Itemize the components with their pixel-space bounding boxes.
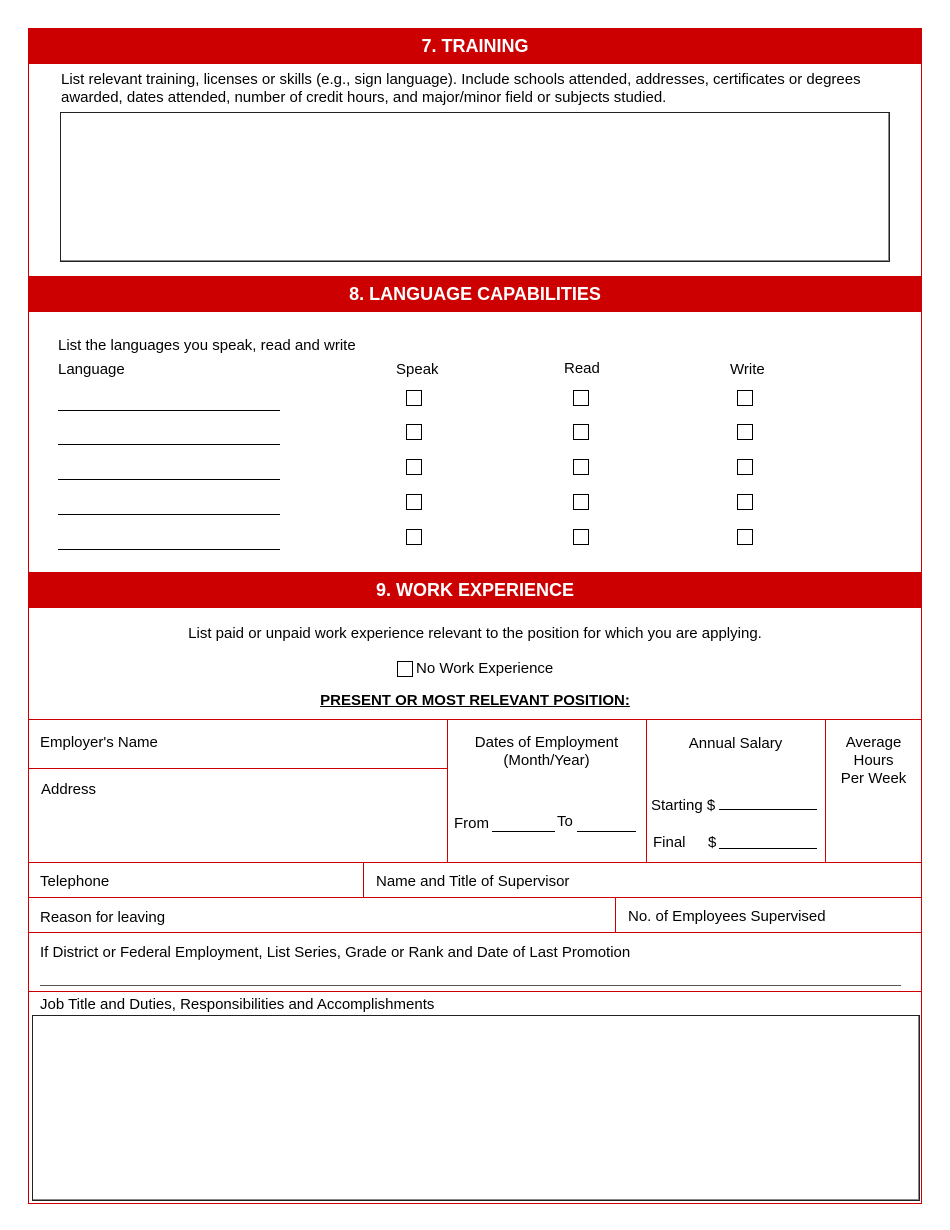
work-instructions: List paid or unpaid work experience relevant to the position for which you are applying. — [188, 625, 762, 642]
starting-salary-input[interactable] — [719, 809, 817, 810]
write-column-header: Write — [730, 361, 765, 378]
job-duties-textarea[interactable] — [32, 1015, 920, 1201]
speak-checkbox-3[interactable] — [406, 459, 422, 475]
job-title-label: Job Title and Duties, Responsibilities and Accomplishments — [40, 996, 435, 1013]
write-checkbox-5[interactable] — [737, 529, 753, 545]
grid-line — [28, 991, 922, 992]
starting-salary-label: Starting $ — [651, 797, 716, 814]
write-checkbox-2[interactable] — [737, 424, 753, 440]
avg-hours-label: Hours — [853, 752, 894, 769]
address-label: Address — [41, 781, 97, 798]
read-checkbox-2[interactable] — [573, 424, 589, 440]
final-salary-label: Final — [653, 834, 686, 851]
no-experience-label: No Work Experience — [416, 660, 554, 677]
grid-line — [28, 719, 922, 720]
grid-line — [363, 862, 364, 897]
to-label: To — [557, 813, 573, 830]
employees-supervised-label: No. of Employees Supervised — [628, 908, 826, 925]
speak-checkbox-4[interactable] — [406, 494, 422, 510]
read-column-header: Read — [564, 360, 600, 377]
from-input[interactable] — [492, 831, 555, 832]
read-checkbox-4[interactable] — [573, 494, 589, 510]
write-checkbox-4[interactable] — [737, 494, 753, 510]
speak-checkbox-5[interactable] — [406, 529, 422, 545]
position-heading: PRESENT OR MOST RELEVANT POSITION: — [320, 692, 630, 709]
no-experience-checkbox[interactable] — [397, 661, 413, 677]
federal-employment-input[interactable] — [40, 985, 901, 986]
language-input-1[interactable] — [58, 410, 280, 411]
annual-salary-label: Annual Salary — [688, 735, 783, 752]
training-heading: 7. TRAINING — [28, 28, 922, 64]
language-input-4[interactable] — [58, 514, 280, 515]
language-section — [28, 276, 922, 576]
write-checkbox-3[interactable] — [737, 459, 753, 475]
final-dollar-sign: $ — [708, 834, 717, 851]
speak-checkbox-2[interactable] — [406, 424, 422, 440]
speak-checkbox-1[interactable] — [406, 390, 422, 406]
grid-line — [28, 862, 922, 863]
employer-name-label: Employer's Name — [40, 734, 158, 751]
read-checkbox-5[interactable] — [573, 529, 589, 545]
federal-employment-label: If District or Federal Employment, List Series, Grade or Rank and Date of Last Promotion — [40, 944, 631, 961]
final-salary-input[interactable] — [719, 848, 817, 849]
reason-leaving-label: Reason for leaving — [40, 909, 166, 926]
telephone-label: Telephone — [40, 873, 110, 890]
avg-hours-label: Average — [845, 734, 902, 751]
avg-hours-label: Per Week — [840, 770, 907, 787]
language-heading: 8. LANGUAGE CAPABILITIES — [28, 276, 922, 312]
language-column-header: Language — [58, 361, 125, 378]
dates-title: Dates of Employment — [474, 734, 619, 751]
speak-column-header: Speak — [396, 361, 439, 378]
write-checkbox-1[interactable] — [737, 390, 753, 406]
supervisor-label: Name and Title of Supervisor — [376, 873, 570, 890]
grid-line — [28, 897, 922, 898]
training-instructions: List relevant training, licenses or skills (e.g., sign language). Include schools attended, addresses, certificates or degrees awarded, dates attended, number of credit hours, and major/minor field or subjects studied. — [61, 71, 861, 106]
language-input-3[interactable] — [58, 479, 280, 480]
grid-line — [615, 897, 616, 932]
grid-line — [28, 768, 447, 769]
read-checkbox-1[interactable] — [573, 390, 589, 406]
language-instructions: List the languages you speak, read and write — [58, 337, 356, 354]
work-heading: 9. WORK EXPERIENCE — [28, 572, 922, 608]
read-checkbox-3[interactable] — [573, 459, 589, 475]
language-input-5[interactable] — [58, 549, 280, 550]
training-textarea[interactable] — [60, 112, 890, 262]
to-input[interactable] — [577, 831, 636, 832]
language-input-2[interactable] — [58, 444, 280, 445]
dates-subtitle: (Month/Year) — [503, 752, 590, 769]
grid-line — [28, 932, 922, 933]
from-label: From — [454, 815, 489, 832]
